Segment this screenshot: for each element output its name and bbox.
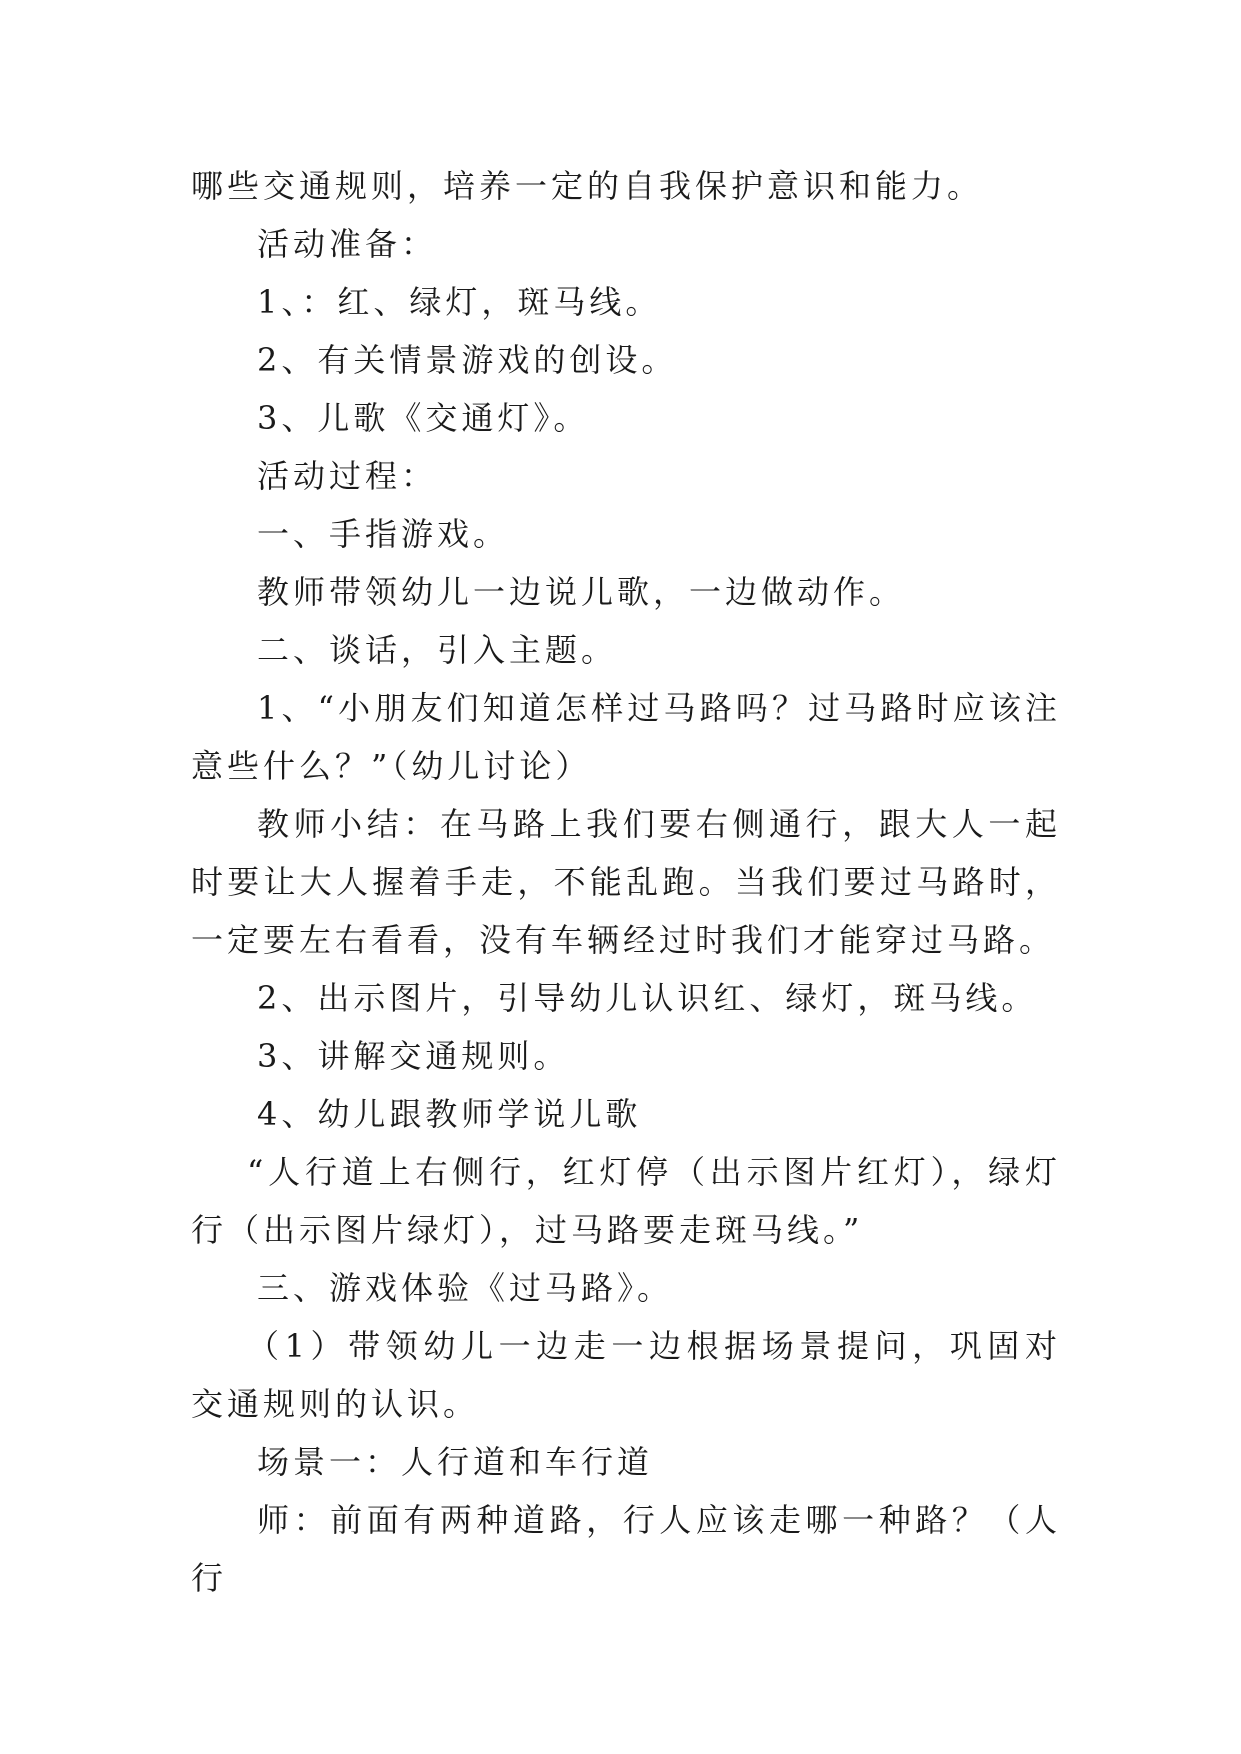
- paragraph-step-3: 三、游戏体验《过马路》。: [257, 1269, 674, 1307]
- paragraph-preparation-1: 1、：红、绿灯，斑马线。: [257, 283, 662, 321]
- paragraph-step-3-item-1: （1）带领幼儿一边走一边根据场景提问，巩固对交通规则的认识。: [191, 1327, 1061, 1423]
- paragraph-step-2-item-4: 4、幼儿跟教师学说儿歌: [257, 1095, 642, 1133]
- paragraph-scene-1: 场景一：人行道和车行道: [257, 1443, 654, 1481]
- paragraph-step-2: 二、谈话，引入主题。: [257, 631, 618, 669]
- paragraph-step-1-detail: 教师带领幼儿一边说儿歌，一边做动作。: [257, 573, 906, 611]
- paragraph-activity-process: 活动过程：: [257, 457, 438, 495]
- paragraph-preparation-3: 3、儿歌《交通灯》。: [257, 399, 590, 437]
- paragraph-step-2-item-3: 3、讲解交通规则。: [257, 1037, 570, 1075]
- paragraph-teacher-question: 师：前面有两种道路，行人应该走哪一种路？（人行: [191, 1501, 1061, 1597]
- paragraph-1: 哪些交通规则，培养一定的自我保护意识和能力。: [191, 167, 984, 205]
- paragraph-nursery-rhyme: “人行道上右侧行，红灯停（出示图片红灯），绿灯行（出示图片绿灯），过马路要走斑马线。”: [191, 1153, 1061, 1249]
- paragraph-step-2-item-2: 2、出示图片，引导幼儿认识红、绿灯，斑马线。: [257, 979, 1038, 1017]
- document-body: [191, 157, 1061, 1607]
- paragraph-step-2-question: 1、“小朋友们知道怎样过马路吗？过马路时应该注意些什么？”（幼儿讨论）: [191, 689, 1061, 785]
- paragraph-teacher-summary: 教师小结：在马路上我们要右侧通行，跟大人一起时要让大人握着手走，不能乱跑。当我们要过马路时，一定要左右看看，没有车辆经过时我们才能穿过马路。: [191, 805, 1061, 959]
- paragraph-activity-preparation: 活动准备：: [257, 225, 438, 263]
- paragraph-step-1: 一、手指游戏。: [257, 515, 510, 553]
- paragraph-preparation-2: 2、有关情景游戏的创设。: [257, 341, 678, 379]
